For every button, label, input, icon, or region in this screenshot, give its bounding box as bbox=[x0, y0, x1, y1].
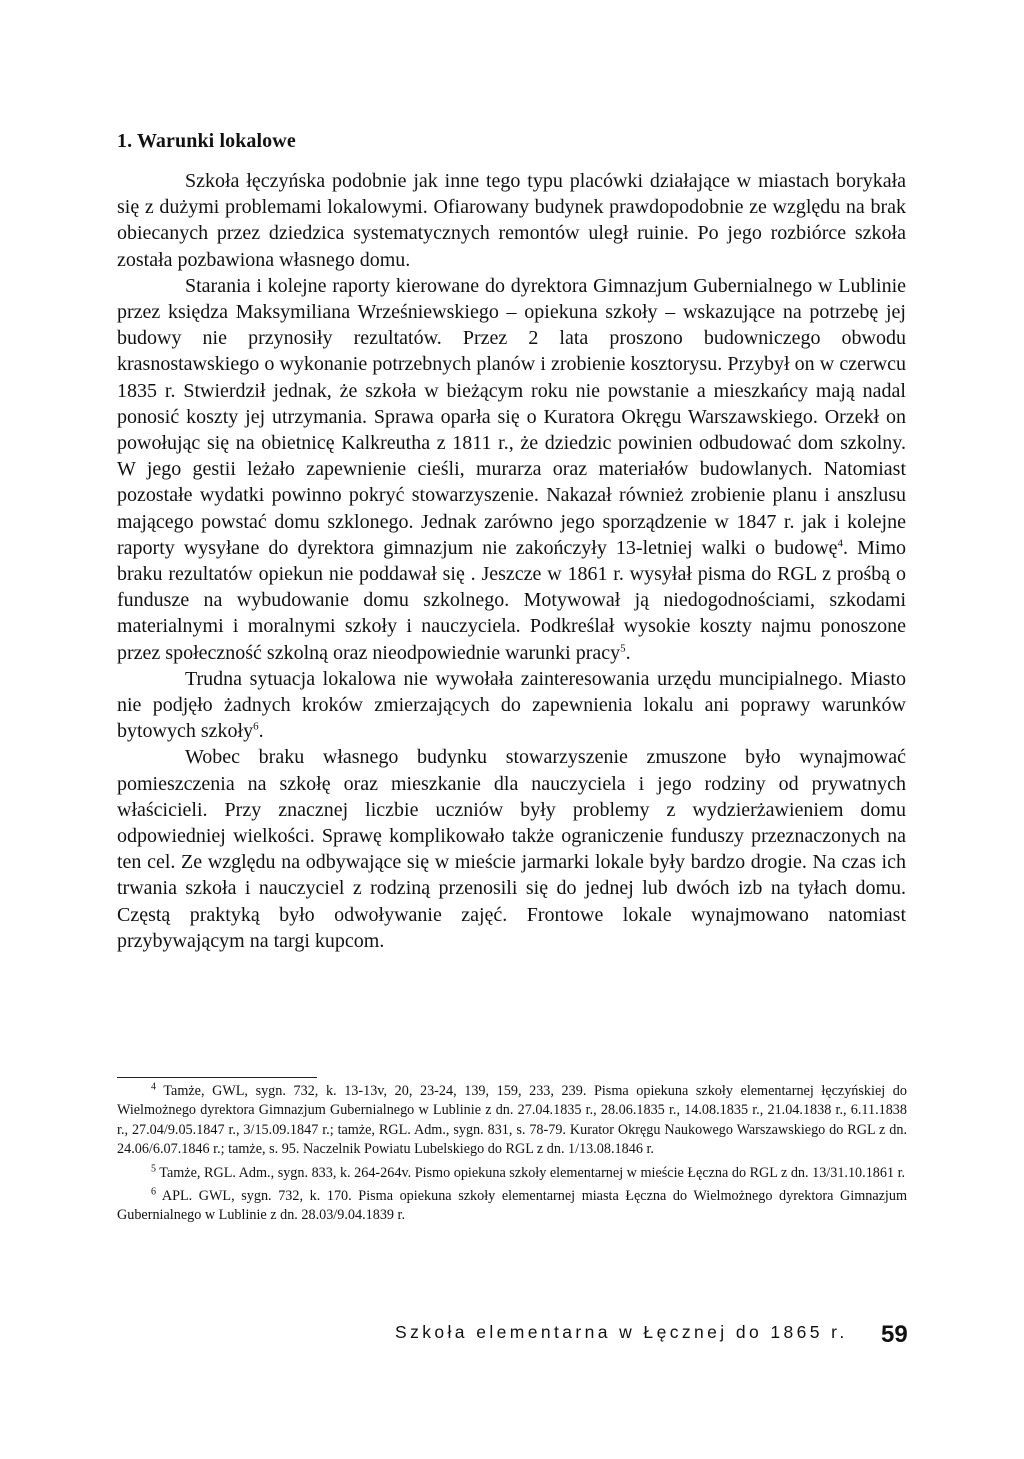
paragraph-4 bbox=[117, 744, 906, 954]
footnote-ref-4[interactable]: 4 bbox=[837, 537, 844, 550]
paragraph-1 bbox=[117, 168, 906, 273]
paragraph-3-text-end: . bbox=[258, 720, 264, 743]
paragraph-2 bbox=[117, 273, 906, 666]
footnote-6 bbox=[117, 1187, 907, 1226]
footnote-5 bbox=[117, 1164, 907, 1183]
body-text bbox=[117, 168, 906, 954]
section-heading: 1. Warunki lokalowe bbox=[117, 130, 296, 152]
footnote-divider bbox=[117, 1077, 317, 1078]
footnote-number: 5 bbox=[151, 1162, 156, 1174]
footnotes bbox=[117, 1082, 907, 1230]
page-number: 59 bbox=[881, 1321, 908, 1348]
paragraph-3-text: Trudna sytuacja lokalowa nie wywołała zainteresowania urzędu muncipialnego. Miasto nie podjęło żadnych kroków zmierzających do zapewnienia lokalu ani poprawy warunków bytowych szkoły bbox=[117, 667, 906, 743]
paragraph-2-text: Starania i kolejne raporty kierowane do dyrektora Gimnazjum Gubernialnego w Lublinie przez księdza Maksymiliana Wrześniewskiego – opiekuna szkoły – wskazujące na potrzebę jej budowy nie przynosiły rezultatów. Przez 2 lata proszono budowniczego obwodu krasnostawskiego o wykonanie potrzebnych planów i zrobienie kosztorysu. Przybył on w czerwcu 1835 r. Stwierdził jednak, że szkoła w bieżącym roku nie powstanie a mieszkańcy mają nadal ponosić koszty jej utrzymania. Sprawa oparła się o Kuratora Okręgu Warszawskiego. Orzekł on powołując się na obietnicę Kalkreutha z 1811 r., że dziedzic powinien odbudować dom szkolny. W jego gestii leżało zapewnienie cieśli, murarza oraz materiałów budowlanych. Natomiast pozostałe wydatki powinno pokryć stowarzyszenie. Nakazał również zrobienie planu i anszlusu mającego powstać domu szklonego. Jednak zarówno jego sporządzenie w 1847 r. jak i kolejne raporty wysyłane do dyrektora gimnazjum nie zakończyły 13-letniej walki o budowę bbox=[117, 274, 906, 559]
footnote-ref-6[interactable]: 6 bbox=[253, 720, 259, 733]
paragraph-2-text-cont: . Mimo braku rezultatów opiekun nie poddawał się . Jeszcze w 1861 r. wysyłał pisma do RGL z prośbą o fundusze na wybudowanie domu szkolnego. Motywował ją niedogodnościami, szkodami materialnymi i moralnymi szkoły i nauczyciela. Podkreślał wysokie koszty najmu ponoszone przez społeczność szkolną oraz nieodpowiednie warunki pracy bbox=[117, 536, 907, 664]
footnote-text: APL. GWL, sygn. 732, k. 170. Pisma opiekuna szkoły elementarnej miasta Łęczna do Wielmożnego dyrektora Gimnazjum Gubernialnego w Lublinie z dn. 28.03/9.04.1839 r. bbox=[117, 1188, 907, 1224]
footnote-number: 4 bbox=[151, 1081, 156, 1093]
footnote-text: Tamże, RGL. Adm., sygn. 833, k. 264-264v. Pismo opiekuna szkoły elementarnej w mieście Łęczna do RGL z dn. 13/31.10.1861 r. bbox=[159, 1164, 906, 1181]
footnote-ref-5[interactable]: 5 bbox=[620, 642, 626, 654]
paragraph-4-text: Wobec braku własnego budynku stowarzyszenie zmuszone było wynajmować pomieszczenia na szkołę oraz mieszkanie dla nauczyciela i jego rodziny od prywatnych właścicieli. Przy znacznej liczbie uczniów były problemy z wydzierżawieniem domu odpowiedniej wielkości. Sprawę komplikowało także ograniczenie funduszy przeznaczonych na ten cel. Ze względu na odbywające się w mieście jarmarki lokale były bardzo drogie. Na czas ich trwania szkoła i nauczyciel z rodziną przenosili się do jednej lub dwóch izb na tyłach domu. Częstą praktyką było odwoływanie zajęć. Frontowe lokale wynajmowano natomiast przybywającym na targi kupcom. bbox=[117, 746, 906, 952]
footnote-number: 6 bbox=[151, 1186, 156, 1198]
paragraph-1-text: Szkoła łęczyńska podobnie jak inne tego typu placówki działające w miastach borykała się z dużymi problemami lokalowymi. Ofiarowany budynek prawdopodobnie ze względu na brak obiecanych przez dziedzica systematycznych remontów uległ ruinie. Po jego rozbiórce szkoła została pozbawiona własnego domu. bbox=[117, 170, 906, 271]
paragraph-3 bbox=[117, 666, 906, 745]
paragraph-2-text-end: . bbox=[625, 641, 631, 664]
footnote-text: Tamże, GWL, sygn. 732, k. 13-13v, 20, 23-24, 139, 159, 233, 239. Pisma opiekuna szkoły elementarnej łęczyńskiej do Wielmożnego dyrektora Gimnazjum Gubernialnego w Lublinie z dn. 27.04.1835 r., 28.06.1835 r., 14.08.1835 r., 21.04.1838 r., 6.11.1838 r., 27.04/9.05.1847 r., 3/15.09.1847 r.; tamże, RGL. Adm., sygn. 831, s. 78-79. Kurator Okręgu Naukowego Warszawskiego do RGL z dn. 24.06/6.07.1846 r.; tamże, s. 95. Naczelnik Powiatu Lubelskiego do RGL z dn. 1/13.08.1846 r. bbox=[117, 1083, 907, 1158]
footnote-4 bbox=[117, 1082, 907, 1160]
running-footer: Szkoła elementarna w Łęcznej do 1865 r. bbox=[395, 1322, 848, 1342]
